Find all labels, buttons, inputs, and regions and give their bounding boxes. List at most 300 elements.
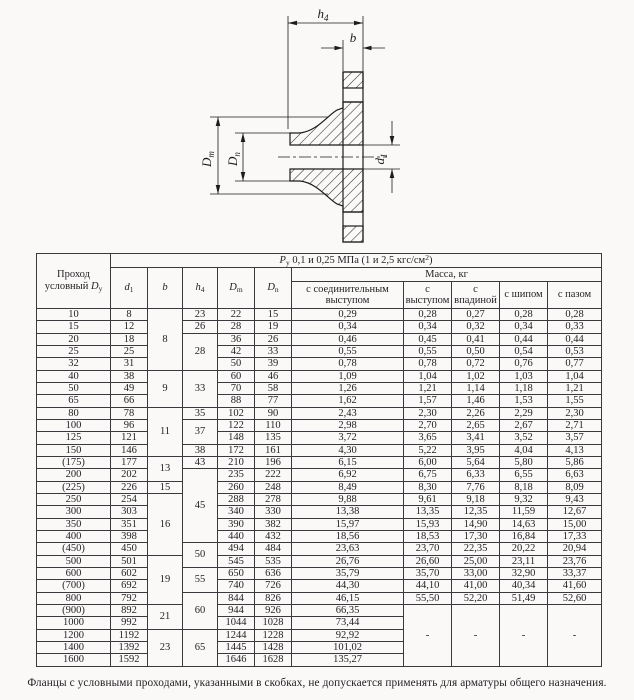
table-cell: 26 — [255, 333, 292, 345]
table-cell: 1,53 — [500, 395, 548, 407]
table-cell: 33,37 — [548, 567, 602, 579]
table-cell: 0,45 — [404, 333, 452, 345]
table-cell: 2,26 — [452, 407, 500, 419]
hub-upper — [290, 102, 363, 145]
table-cell: 66,35 — [292, 604, 404, 616]
table-cell: 39 — [255, 358, 292, 370]
table-cell: 146 — [111, 444, 148, 456]
table-cell: 135 — [255, 432, 292, 444]
table-cell: 25,00 — [452, 555, 500, 567]
table-cell: 8,18 — [500, 481, 548, 493]
table-cell: 78 — [111, 407, 148, 419]
table-cell: 535 — [255, 555, 292, 567]
table-cell: 0,44 — [500, 333, 548, 345]
table-cell: 0,28 — [404, 309, 452, 321]
table-cell: 1200 — [37, 629, 111, 641]
table-cell: 38 — [183, 444, 218, 456]
table-cell: 38 — [111, 370, 148, 382]
table-cell: 20,22 — [500, 543, 548, 555]
table-cell: 196 — [255, 457, 292, 469]
footnote: Фланцы с условными проходами, указанными в скобках, не допускается применять для арматуры общего назначения. — [27, 677, 607, 689]
table-cell: 172 — [218, 444, 255, 456]
table-cell: 14,63 — [500, 518, 548, 530]
table-cell: 77 — [255, 395, 292, 407]
table-cell: 4,04 — [500, 444, 548, 456]
table-cell: (450) — [37, 543, 111, 555]
table-cell: 15 — [255, 309, 292, 321]
table-cell: 80 — [37, 407, 111, 419]
table-cell: 65 — [37, 395, 111, 407]
col-header-h4: $h_4$ — [183, 268, 218, 309]
table-cell: 28 — [218, 321, 255, 333]
table-row — [37, 592, 602, 604]
table-cell: 40 — [37, 370, 111, 382]
table-cell: 45 — [183, 469, 218, 543]
table-cell: 2,65 — [452, 420, 500, 432]
table-cell: 70 — [218, 383, 255, 395]
table-cell: 35 — [183, 407, 218, 419]
table-cell: 90 — [255, 407, 292, 419]
flange-cap-top — [343, 72, 363, 88]
table-cell: 9,61 — [404, 494, 452, 506]
table-cell: 0,27 — [452, 309, 500, 321]
table-row — [37, 469, 602, 481]
table-cell: 36 — [218, 333, 255, 345]
table-cell: 65 — [183, 629, 218, 666]
table-cell: 500 — [37, 555, 111, 567]
table-cell: 96 — [111, 420, 148, 432]
table-cell: 41,60 — [548, 580, 602, 592]
table-cell: 15,93 — [404, 518, 452, 530]
table-row — [37, 432, 602, 444]
table-cell: 1,26 — [292, 383, 404, 395]
table-cell: 8,09 — [548, 481, 602, 493]
table-cell: 50 — [183, 543, 218, 568]
table-row — [37, 333, 602, 345]
table-cell: 12,35 — [452, 506, 500, 518]
table-row — [37, 494, 602, 506]
table-cell: 350 — [37, 518, 111, 530]
table-row — [37, 346, 602, 358]
table-cell: 278 — [255, 494, 292, 506]
table-cell: 42 — [218, 346, 255, 358]
table-cell: 1392 — [111, 641, 148, 653]
table-cell: 37 — [183, 420, 218, 445]
table-cell: 26,76 — [292, 555, 404, 567]
table-cell: 33,00 — [452, 567, 500, 579]
table-cell: 3,95 — [452, 444, 500, 456]
table-cell: 260 — [218, 481, 255, 493]
dim-label-dn: $D_n$ — [225, 152, 242, 166]
col-header-mass-groove: с пазом — [548, 282, 602, 309]
table-cell: 0,34 — [292, 321, 404, 333]
table-cell: 235 — [218, 469, 255, 481]
table-cell: 13,35 — [404, 506, 452, 518]
table-cell: 0,29 — [292, 309, 404, 321]
table-cell: 12 — [111, 321, 148, 333]
table-cell: 5,80 — [500, 457, 548, 469]
table-cell: 26 — [183, 321, 218, 333]
table-cell: 484 — [255, 543, 292, 555]
table-cell: 20,94 — [548, 543, 602, 555]
table-cell: 32,90 — [500, 567, 548, 579]
table-cell: 0,32 — [452, 321, 500, 333]
table-cell: 300 — [37, 506, 111, 518]
table-cell: 250 — [37, 494, 111, 506]
table-cell: - — [500, 604, 548, 666]
table-cell: 23,63 — [292, 543, 404, 555]
table-cell: 20 — [37, 333, 111, 345]
table-row — [37, 370, 602, 382]
table-cell: 23,11 — [500, 555, 548, 567]
table-cell: 4,30 — [292, 444, 404, 456]
table-cell: 18,56 — [292, 531, 404, 543]
table-row — [37, 444, 602, 456]
table-cell: 692 — [111, 580, 148, 592]
table-cell: 22 — [218, 309, 255, 321]
col-header-b: b — [148, 268, 183, 309]
table-cell: 0,55 — [292, 346, 404, 358]
table-cell: 400 — [37, 531, 111, 543]
table-cell: 1,03 — [500, 370, 548, 382]
table-cell: 60 — [183, 592, 218, 629]
table-cell: 66 — [111, 395, 148, 407]
table-cell: 0,28 — [548, 309, 602, 321]
table-cell: - — [452, 604, 500, 666]
table-cell: 35,70 — [404, 567, 452, 579]
table-cell: 6,15 — [292, 457, 404, 469]
table-cell: 6,00 — [404, 457, 452, 469]
table-cell: 19 — [255, 321, 292, 333]
table-cell: 0,34 — [500, 321, 548, 333]
table-cell: 390 — [218, 518, 255, 530]
table-cell: 8 — [148, 309, 183, 371]
table-cell: 0,34 — [404, 321, 452, 333]
table-row — [37, 580, 602, 592]
table-cell: 3,57 — [548, 432, 602, 444]
table-cell: 26,60 — [404, 555, 452, 567]
table-cell: 0,44 — [548, 333, 602, 345]
col-header-mass-tongue: с шипом — [500, 282, 548, 309]
table-cell: 1,14 — [452, 383, 500, 395]
table-cell: 740 — [218, 580, 255, 592]
table-cell: 3,41 — [452, 432, 500, 444]
table-cell: 44,10 — [404, 580, 452, 592]
dimensions-table — [36, 253, 602, 667]
dim-label-d1: $d_1$ — [372, 153, 389, 165]
table-cell: 1400 — [37, 641, 111, 653]
table-cell: 18,53 — [404, 531, 452, 543]
table-cell: 0,77 — [548, 358, 602, 370]
table-cell: 1,55 — [548, 395, 602, 407]
table-cell: 1646 — [218, 654, 255, 666]
table-cell: 58 — [255, 383, 292, 395]
table-cell: 5,64 — [452, 457, 500, 469]
flange-cap-bottom — [343, 226, 363, 242]
table-cell: 303 — [111, 506, 148, 518]
table-cell: 19 — [148, 555, 183, 604]
table-cell: 1,02 — [452, 370, 500, 382]
table-cell: 49 — [111, 383, 148, 395]
table-cell: 0,28 — [500, 309, 548, 321]
table-cell: 15 — [37, 321, 111, 333]
table-cell: 1228 — [255, 629, 292, 641]
table-cell: 46 — [255, 370, 292, 382]
table-row — [37, 420, 602, 432]
table-cell: 2,30 — [548, 407, 602, 419]
table-cell: 0,53 — [548, 346, 602, 358]
table-cell: 12,67 — [548, 506, 602, 518]
table-cell: 22,35 — [452, 543, 500, 555]
table-cell: 25 — [111, 346, 148, 358]
table-cell: 2,67 — [500, 420, 548, 432]
table-cell: 0,78 — [292, 358, 404, 370]
hub-lower — [290, 169, 363, 212]
table-cell: 226 — [111, 481, 148, 493]
col-header-mass-boss: с выступом — [404, 282, 452, 309]
table-cell: 88 — [218, 395, 255, 407]
table-cell: 15,97 — [292, 518, 404, 530]
table-cell: 1028 — [255, 617, 292, 629]
table-cell: 0,78 — [404, 358, 452, 370]
table-cell: 2,43 — [292, 407, 404, 419]
table-row — [37, 555, 602, 567]
table-row — [37, 531, 602, 543]
table-cell: 121 — [111, 432, 148, 444]
table-cell: 52,20 — [452, 592, 500, 604]
table-cell: 382 — [255, 518, 292, 530]
table-cell: 23,76 — [548, 555, 602, 567]
mass-header: Масса, кг — [292, 268, 602, 282]
table-cell: 1592 — [111, 654, 148, 666]
table-cell: 51,49 — [500, 592, 548, 604]
table-cell: 926 — [255, 604, 292, 616]
table-cell: 150 — [37, 444, 111, 456]
table-cell: 25 — [37, 346, 111, 358]
table-body — [37, 309, 602, 667]
table-row — [37, 506, 602, 518]
table-cell: 636 — [255, 567, 292, 579]
table-cell: (900) — [37, 604, 111, 616]
table-cell: 1,09 — [292, 370, 404, 382]
table-cell: 28 — [183, 333, 218, 370]
table-cell: 1192 — [111, 629, 148, 641]
table-cell: 2,70 — [404, 420, 452, 432]
table-row — [37, 309, 602, 321]
flange-drawing — [95, 2, 555, 248]
table-cell: 0,54 — [500, 346, 548, 358]
table-cell: 844 — [218, 592, 255, 604]
table-cell: 10 — [37, 309, 111, 321]
col-header-mass-connecting-boss: с соединительным выступом — [292, 282, 404, 309]
table-cell: 1244 — [218, 629, 255, 641]
table-cell: 248 — [255, 481, 292, 493]
table-cell: 6,33 — [452, 469, 500, 481]
col-header-dn: $D_n$ — [255, 268, 292, 309]
table-cell: 13 — [148, 457, 183, 482]
table-cell: 60 — [218, 370, 255, 382]
table-cell: 17,33 — [548, 531, 602, 543]
table-cell: 1,04 — [404, 370, 452, 382]
table-cell: 726 — [255, 580, 292, 592]
dim-label-dm: $D_m$ — [199, 151, 216, 167]
table-cell: 31 — [111, 358, 148, 370]
table-cell: 0,76 — [500, 358, 548, 370]
table-cell: - — [548, 604, 602, 666]
table-cell: 125 — [37, 432, 111, 444]
table-cell: 161 — [255, 444, 292, 456]
table-cell: 6,75 — [404, 469, 452, 481]
table-cell: 432 — [255, 531, 292, 543]
table-cell: 3,52 — [500, 432, 548, 444]
table-cell: 16 — [148, 494, 183, 556]
table-cell: 1445 — [218, 641, 255, 653]
table-cell: 8,30 — [404, 481, 452, 493]
table-cell: 100 — [37, 420, 111, 432]
table-row — [37, 321, 602, 333]
table-cell: 40,34 — [500, 580, 548, 592]
table-cell: 1,21 — [404, 383, 452, 395]
table-cell: 222 — [255, 469, 292, 481]
table-cell: 4,13 — [548, 444, 602, 456]
table-cell: 0,72 — [452, 358, 500, 370]
table-row — [37, 543, 602, 555]
table-cell: 1,62 — [292, 395, 404, 407]
table-cell: 9 — [148, 370, 183, 407]
table-cell: 2,71 — [548, 420, 602, 432]
table-cell: 177 — [111, 457, 148, 469]
table-cell: 43 — [183, 457, 218, 469]
flange-figure — [95, 2, 555, 248]
table-cell: 0,55 — [404, 346, 452, 358]
table-cell: 21 — [148, 604, 183, 629]
table-cell: 1000 — [37, 617, 111, 629]
table-cell: 440 — [218, 531, 255, 543]
table-row — [37, 407, 602, 419]
table-cell: 23,70 — [404, 543, 452, 555]
table-cell: 5,22 — [404, 444, 452, 456]
table-cell: 0,33 — [548, 321, 602, 333]
table-cell: 1,04 — [548, 370, 602, 382]
table-cell: 3,65 — [404, 432, 452, 444]
table-cell: 16,84 — [500, 531, 548, 543]
col-header-mass-recess: с впадиной — [452, 282, 500, 309]
table-cell: 2,30 — [404, 407, 452, 419]
table-cell: 102 — [218, 407, 255, 419]
table-cell: 340 — [218, 506, 255, 518]
table-cell: 52,60 — [548, 592, 602, 604]
table-cell: 101,02 — [292, 641, 404, 653]
col-header-dm: $D_m$ — [218, 268, 255, 309]
table-cell: 200 — [37, 469, 111, 481]
table-cell: 398 — [111, 531, 148, 543]
pressure-header: $P_у$ 0,1 и 0,25 МПа (1 и 2,5 кгс/$см^2$) — [111, 254, 602, 268]
table-cell: 826 — [255, 592, 292, 604]
table-cell: 11,59 — [500, 506, 548, 518]
table-cell: 9,88 — [292, 494, 404, 506]
table-cell: 135,27 — [292, 654, 404, 666]
table-cell: 545 — [218, 555, 255, 567]
table-cell: 23 — [183, 309, 218, 321]
table-row — [37, 358, 602, 370]
table-cell: 494 — [218, 543, 255, 555]
table-cell: 600 — [37, 567, 111, 579]
table-cell: 0,50 — [452, 346, 500, 358]
table-cell: 992 — [111, 617, 148, 629]
table-cell: 254 — [111, 494, 148, 506]
table-cell: 33 — [255, 346, 292, 358]
table-cell: 32 — [37, 358, 111, 370]
table-cell: 2,29 — [500, 407, 548, 419]
table-cell: 0,41 — [452, 333, 500, 345]
table-cell: 18 — [111, 333, 148, 345]
table-cell: 450 — [111, 543, 148, 555]
table-cell: 944 — [218, 604, 255, 616]
table-row — [37, 383, 602, 395]
table-cell: 202 — [111, 469, 148, 481]
table-cell: 46,15 — [292, 592, 404, 604]
table-row — [37, 457, 602, 469]
table-cell: 6,63 — [548, 469, 602, 481]
table-row — [37, 481, 602, 493]
table-cell: 650 — [218, 567, 255, 579]
table-row — [37, 518, 602, 530]
dim-label-h4: $h_4$ — [317, 6, 329, 23]
table-cell: 892 — [111, 604, 148, 616]
table-cell: 1,18 — [500, 383, 548, 395]
table-cell: 33 — [183, 370, 218, 407]
table-cell: 14,90 — [452, 518, 500, 530]
table-cell: 792 — [111, 592, 148, 604]
table-cell: 15 — [148, 481, 183, 493]
table-cell: 800 — [37, 592, 111, 604]
table-cell: 55 — [183, 567, 218, 592]
table-cell: 288 — [218, 494, 255, 506]
table-cell: 8 — [111, 309, 148, 321]
table-cell: 1600 — [37, 654, 111, 666]
table-cell: 122 — [218, 420, 255, 432]
table-cell: 1,46 — [452, 395, 500, 407]
table-cell: 7,76 — [452, 481, 500, 493]
dy-column-header: Проход условный $D_у$ — [37, 254, 111, 309]
table-cell: 92,92 — [292, 629, 404, 641]
table-cell: - — [404, 604, 452, 666]
table-cell: 9,32 — [500, 494, 548, 506]
col-header-d1: $d_1$ — [111, 268, 148, 309]
table-cell: 73,44 — [292, 617, 404, 629]
table-cell: 17,30 — [452, 531, 500, 543]
table-cell: 5,86 — [548, 457, 602, 469]
table-cell: 1428 — [255, 641, 292, 653]
table-cell: 6,92 — [292, 469, 404, 481]
table-cell: 330 — [255, 506, 292, 518]
table-cell: 148 — [218, 432, 255, 444]
table-cell: 0,46 — [292, 333, 404, 345]
dim-label-b: b — [349, 30, 357, 45]
table-row — [37, 395, 602, 407]
table-cell: 9,43 — [548, 494, 602, 506]
table-cell: 8,49 — [292, 481, 404, 493]
dim-b — [321, 30, 385, 71]
table-cell: 501 — [111, 555, 148, 567]
table-cell: 50 — [218, 358, 255, 370]
table-cell: 11 — [148, 407, 183, 456]
table-cell: 15,00 — [548, 518, 602, 530]
table-cell: 3,72 — [292, 432, 404, 444]
table-cell: 210 — [218, 457, 255, 469]
table-cell: 9,18 — [452, 494, 500, 506]
table-cell: 2,98 — [292, 420, 404, 432]
